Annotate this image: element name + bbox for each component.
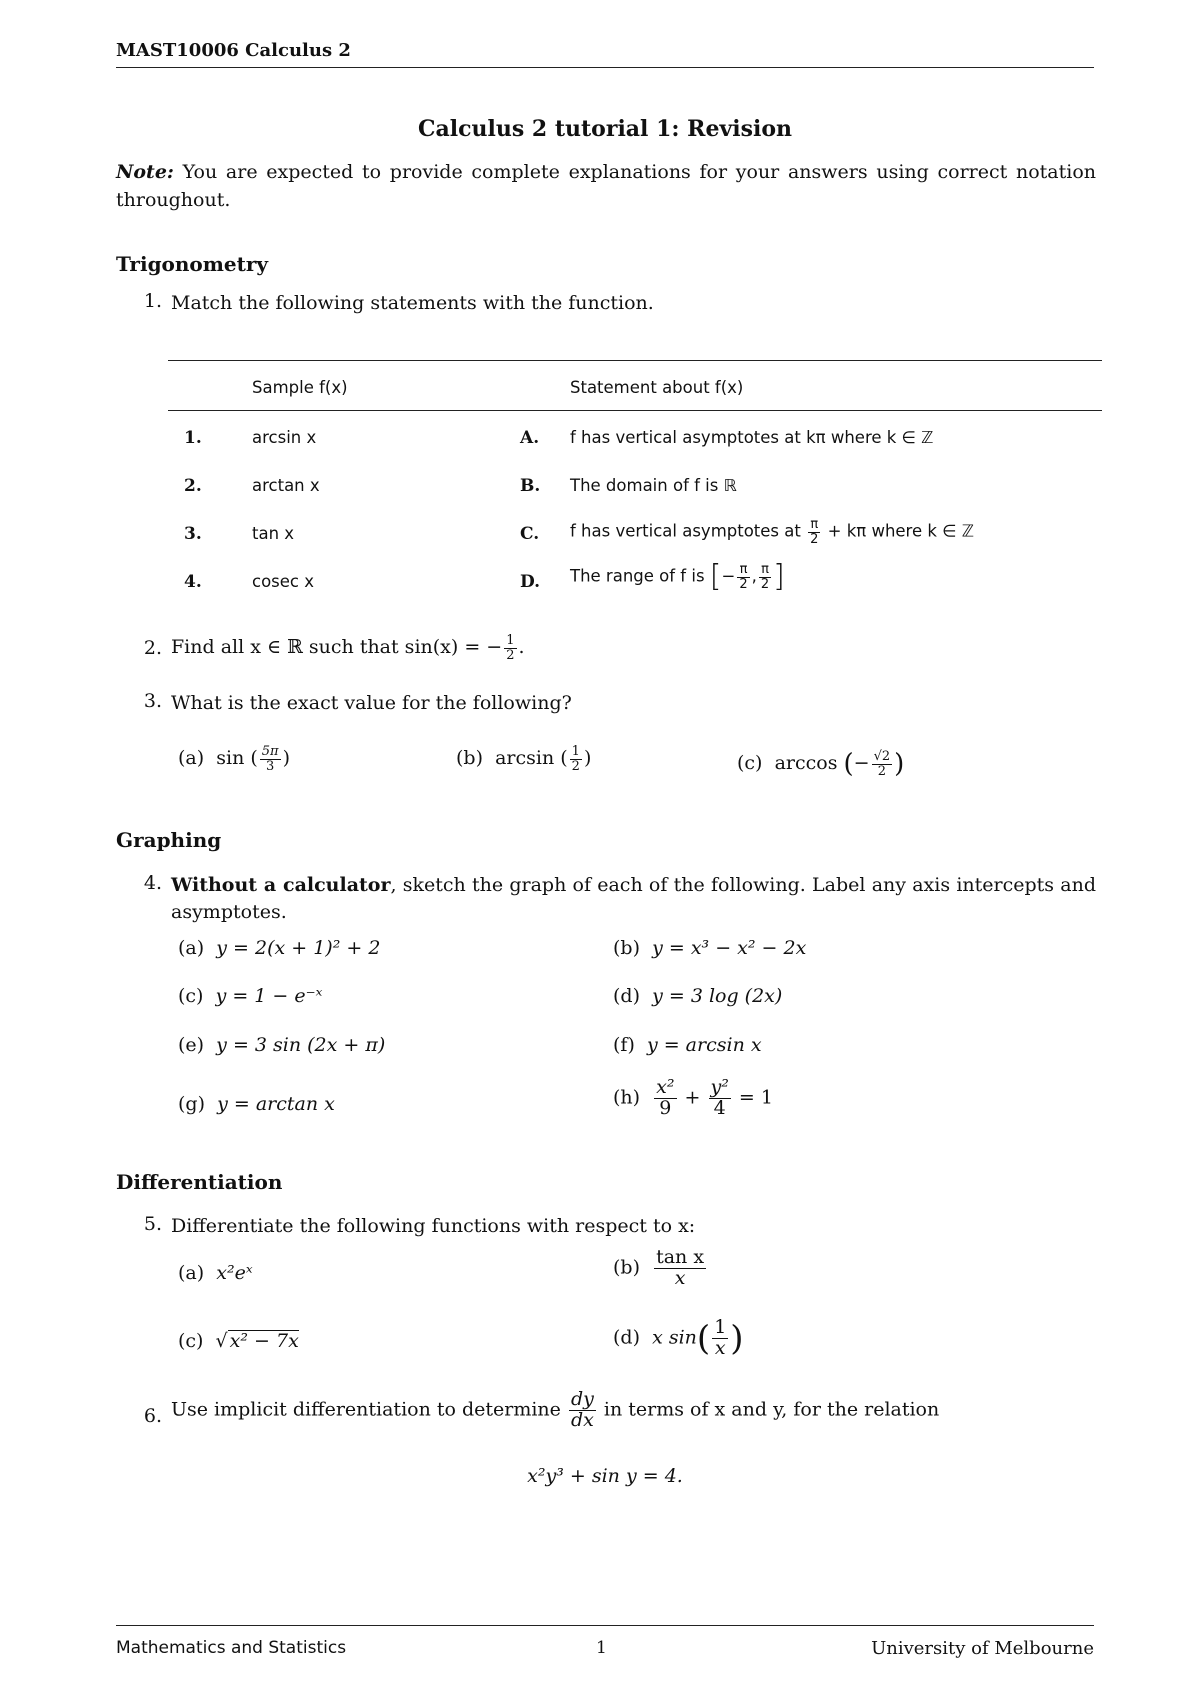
q4-item-g: (g) y = arctan x bbox=[178, 1093, 335, 1115]
row3-frac-den: 2 bbox=[810, 531, 819, 547]
q2-frac-num: 1 bbox=[506, 633, 515, 648]
q3a-frac: $\frac{5\pi}{3}$ bbox=[261, 744, 279, 774]
q5-part-c: (c) √ x² − 7x bbox=[178, 1330, 299, 1352]
q4-number: 4. bbox=[143, 872, 162, 894]
table-header-statement: Statement about f(x) bbox=[570, 378, 744, 397]
table-row-2-statement: The domain of f is ℝ bbox=[570, 476, 737, 495]
note-paragraph bbox=[116, 158, 1096, 214]
table-top-rule bbox=[168, 360, 1102, 361]
q2-text: Find all x ∈ ℝ such that sin(x) = − $\frac{1}{2}$ . bbox=[171, 633, 525, 663]
q4-item-a: (a) y = 2(x + 1)² + 2 bbox=[178, 937, 381, 959]
table-row-1-letter: A. bbox=[520, 428, 540, 448]
q5-text: Differentiate the following functions with respect to x: bbox=[171, 1215, 696, 1237]
q1-number: 1. bbox=[143, 290, 162, 312]
header-rule bbox=[116, 67, 1094, 68]
q5-part-a: (a) x²eˣ bbox=[178, 1262, 253, 1284]
q3a-label: (a) bbox=[178, 747, 205, 770]
section-differentiation: Differentiation bbox=[116, 1170, 283, 1194]
right-bracket: ] bbox=[773, 559, 785, 595]
table-header-sample: Sample f(x) bbox=[252, 378, 348, 397]
table-row-3-num: 3. bbox=[184, 524, 202, 544]
q3b-frac: $\frac{1}{2}$ bbox=[571, 744, 580, 774]
footer-right: University of Melbourne bbox=[871, 1638, 1094, 1659]
q1-text: Match the following statements with the function. bbox=[171, 292, 654, 314]
row3-stmt-pre: f has vertical asymptotes at bbox=[570, 521, 801, 541]
row4-frac-2: $\frac{\pi}{2}$ bbox=[760, 562, 770, 592]
note-text: You are expected to provide complete explanations for your answers using correct notation throughout. bbox=[116, 161, 1096, 211]
footer-rule bbox=[116, 1625, 1094, 1626]
q4-item-f: (f) y = arcsin x bbox=[613, 1034, 762, 1056]
row4-stmt-pre: The range of f is bbox=[570, 566, 705, 586]
row3-frac-num: π bbox=[808, 518, 820, 533]
table-row-2-func: arctan x bbox=[252, 476, 320, 495]
q4-item-b: (b) y = x³ − x² − 2x bbox=[613, 937, 807, 959]
q5-part-d: (d) x sin( $\frac{1}{x}$ ) bbox=[613, 1316, 744, 1359]
q3-number: 3. bbox=[143, 690, 162, 712]
table-row-3-letter: C. bbox=[520, 524, 540, 544]
q5-part-b: (b) $\frac{\text{tan x}}{x}$ bbox=[613, 1246, 705, 1289]
q2-frac-den: 2 bbox=[506, 647, 515, 663]
q4-bold: Without a calculator bbox=[171, 874, 391, 896]
table-row-4-statement: The range of f is [− $\frac{\pi}{2}$ , $\frac{\pi}{2}$ ] bbox=[570, 559, 785, 595]
q3-text: What is the exact value for the following? bbox=[171, 692, 572, 714]
q3b-fn: arcsin bbox=[495, 747, 555, 770]
q5d-frac: $\frac{1}{x}$ bbox=[714, 1316, 727, 1359]
row3-pi-over-2 bbox=[808, 518, 820, 546]
table-row-3-func: tan x bbox=[252, 524, 295, 543]
q3-part-b: (b) arcsin ( $\frac{1}{2}$ ) bbox=[456, 744, 592, 774]
table-row-4-letter: D. bbox=[520, 572, 541, 592]
q3c-frac: $\frac{√2}{2}$ bbox=[873, 749, 891, 779]
course-header: MAST10006 Calculus 2 bbox=[116, 40, 351, 61]
q3-part-a: (a) sin ( $\frac{5\pi}{3}$ ) bbox=[178, 744, 291, 774]
q6-equation: x²y³ + sin y = 4. bbox=[527, 1465, 683, 1487]
row3-stmt-post: + kπ where k ∈ ℤ bbox=[827, 521, 975, 541]
q4-text-body: , sketch the graph of each of the following. Label any axis intercepts and asymptotes. bbox=[171, 874, 1096, 923]
table-row-1-func: arcsin x bbox=[252, 428, 317, 447]
q5-number: 5. bbox=[143, 1213, 162, 1235]
q2-frac bbox=[504, 634, 516, 662]
q5b-frac: $\frac{\text{tan x}}{x}$ bbox=[656, 1246, 705, 1289]
table-row-1-statement: f has vertical asymptotes at kπ where k ∈ ℤ bbox=[570, 428, 934, 447]
table-row-4-num: 4. bbox=[184, 572, 202, 592]
q4h-frac-1: $\frac{\text{x²}}{9}$ bbox=[656, 1076, 675, 1119]
q4-item-h: (h) $\frac{\text{x²}}{9}$ + $\frac{\text{y²}}{4}$ = 1 bbox=[613, 1076, 773, 1119]
q6-text bbox=[171, 1390, 1096, 1431]
note-label: Note: bbox=[116, 161, 174, 183]
q2-text-pre: Find all x ∈ ℝ such that sin(x) = − bbox=[171, 636, 503, 659]
q6-frac: $\frac{dy}{dx}$ bbox=[570, 1388, 594, 1431]
q6-number: 6. bbox=[143, 1405, 162, 1427]
section-graphing: Graphing bbox=[116, 828, 222, 852]
table-header-rule bbox=[168, 410, 1102, 411]
q6-text-pre: Use implicit differentiation to determine bbox=[171, 1398, 561, 1421]
q4-item-c: (c) y = 1 − e⁻ˣ bbox=[178, 985, 323, 1007]
q4-item-d: (d) y = 3 log (2x) bbox=[613, 985, 783, 1007]
q3b-label: (b) bbox=[456, 747, 483, 770]
q3a-fn: sin bbox=[216, 747, 245, 770]
q4-item-e: (e) y = 3 sin (2x + π) bbox=[178, 1034, 386, 1056]
q3c-label: (c) bbox=[737, 752, 763, 775]
table-row-3-statement bbox=[570, 518, 974, 546]
q3-part-c: (c) arccos (− $\frac{√2}{2}$ ) bbox=[737, 749, 905, 780]
table-row-4-func: cosec x bbox=[252, 572, 314, 591]
q3c-fn: arccos bbox=[774, 752, 838, 775]
section-trigonometry: Trigonometry bbox=[116, 252, 269, 276]
page-number: 1 bbox=[596, 1638, 607, 1658]
q5c-radicand: x² − 7x bbox=[229, 1330, 299, 1352]
q4-text bbox=[171, 872, 1096, 926]
page-title: Calculus 2 tutorial 1: Revision bbox=[417, 116, 792, 142]
table-row-2-letter: B. bbox=[520, 476, 541, 496]
q2-number: 2. bbox=[143, 637, 162, 659]
table-row-1-num: 1. bbox=[184, 428, 202, 448]
footer-left: Mathematics and Statistics bbox=[116, 1638, 347, 1658]
q6-text-post: in terms of x and y, for the relation bbox=[603, 1398, 940, 1421]
q4h-frac-2: $\frac{\text{y²}}{4}$ bbox=[710, 1076, 729, 1119]
left-bracket: [ bbox=[709, 559, 722, 595]
table-row-2-num: 2. bbox=[184, 476, 202, 496]
row4-frac-1: $\frac{\pi}{2}$ bbox=[739, 562, 748, 592]
